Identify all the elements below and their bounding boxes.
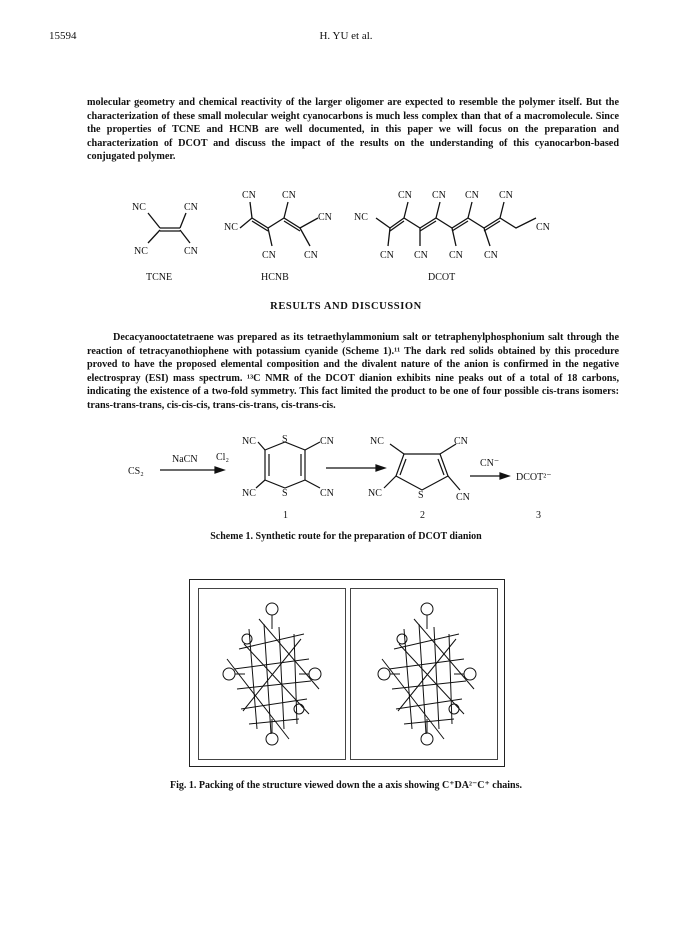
molecule-structures <box>0 180 692 290</box>
stereo-right-panel <box>350 588 498 760</box>
label-hcnb: HCNB <box>261 272 289 283</box>
hcnb-cn-right: CN <box>318 212 332 223</box>
c2-cn-bottom: CN <box>456 492 470 503</box>
hcnb-cn-4: CN <box>304 250 318 261</box>
hcnb-cn-3: CN <box>262 250 276 261</box>
c2-cn-top: CN <box>454 436 468 447</box>
scheme-reagent-cl2: Cl₂ <box>216 452 229 463</box>
c1-nc-top: NC <box>242 436 256 447</box>
crystal-packing-left-image <box>199 589 345 759</box>
dcot-cn-top-1: CN <box>398 190 412 201</box>
results-paragraph: Decacyanooctatetraene was prepared as its tetraethylammonium salt or tetraphenylphosphonium salt through the reaction of tetracyanothiophene with potassium cyanide (Scheme 1).¹¹ The dark red solids obtained by this procedure proved to have the proposed elemental composition and the divalent nature of the anion is confirmed in the negative electrospray (ESI) mass spectrum. ¹³C NMR of the DCOT dianion exhibits nine peaks out of a total of 18 carbons, indicating the existence of a two-fold symmetry. This fact limited the product to be one of four possible cis-trans isomers: trans-trans-trans, cis-cis-cis, trans-cis-trans, cis-trans-cis. <box>87 332 619 411</box>
dcot-cn-bottom-4: CN <box>484 250 498 261</box>
hcnb-cn-1: CN <box>242 190 256 201</box>
tcne-nc-top: NC <box>132 202 146 213</box>
figure-frame <box>189 579 505 767</box>
c2-nc-bottom: NC <box>368 488 382 499</box>
tcne-cn-bottom: CN <box>184 246 198 257</box>
compound-number-1: 1 <box>283 510 288 521</box>
scheme-product: DCOT²⁻ <box>516 472 552 483</box>
figure-caption: Fig. 1. Packing of the structure viewed down the a axis showing C⁺DA²⁻C⁺ chains. <box>170 780 522 791</box>
dcot-cn-top-3: CN <box>465 190 479 201</box>
scheme-caption: Scheme 1. Synthetic route for the preparation of DCOT dianion <box>210 531 482 542</box>
c1-cn-top: CN <box>320 436 334 447</box>
hcnb-cn-2: CN <box>282 190 296 201</box>
c1-s-top: S <box>282 434 288 445</box>
c1-s-bottom: S <box>282 488 288 499</box>
intro-paragraph: molecular geometry and chemical reactivity of the larger oligomer are expected to resemble the polymer itself. But the characterization of these small molecular weight cyanocarbons is much less complex than that of a macromolecule. Since the properties of TCNE and HCNB are well documented, in this paper we will focus on the preparation and characterization of DCOT and discuss the impact of the results on the understanding of this cyanocarbon-based conjugated polymer. <box>87 97 619 163</box>
scheme-reagent-cn: CN⁻ <box>480 458 500 469</box>
label-dcot: DCOT <box>428 272 456 283</box>
running-title: H. YU et al. <box>319 30 373 42</box>
compound-number-2: 2 <box>420 510 425 521</box>
crystal-packing-right-image <box>351 589 497 759</box>
scheme-diagram <box>0 432 692 527</box>
scheme-start: CS₂ <box>128 466 144 477</box>
tcne-nc-bottom: NC <box>134 246 148 257</box>
c2-s: S <box>418 490 424 501</box>
tcne-cn-top: CN <box>184 202 198 213</box>
dcot-cn-right: CN <box>536 222 550 233</box>
dcot-cn-bottom-1: CN <box>380 250 394 261</box>
c1-nc-bottom: NC <box>242 488 256 499</box>
dcot-cn-bottom-3: CN <box>449 250 463 261</box>
dcot-cn-bottom-2: CN <box>414 250 428 261</box>
label-tcne: TCNE <box>146 272 173 283</box>
page-number: 15594 <box>49 30 77 42</box>
c2-nc-top: NC <box>370 436 384 447</box>
compound-number-3: 3 <box>536 510 541 521</box>
stereo-left-panel <box>198 588 346 760</box>
section-title: RESULTS AND DISCUSSION <box>270 301 422 312</box>
scheme-reagent-nacn: NaCN <box>172 454 198 465</box>
c1-cn-bottom: CN <box>320 488 334 499</box>
dcot-nc-left: NC <box>354 212 368 223</box>
dcot-cn-top-4: CN <box>499 190 513 201</box>
dcot-cn-top-2: CN <box>432 190 446 201</box>
hcnb-nc-left: NC <box>224 222 238 233</box>
